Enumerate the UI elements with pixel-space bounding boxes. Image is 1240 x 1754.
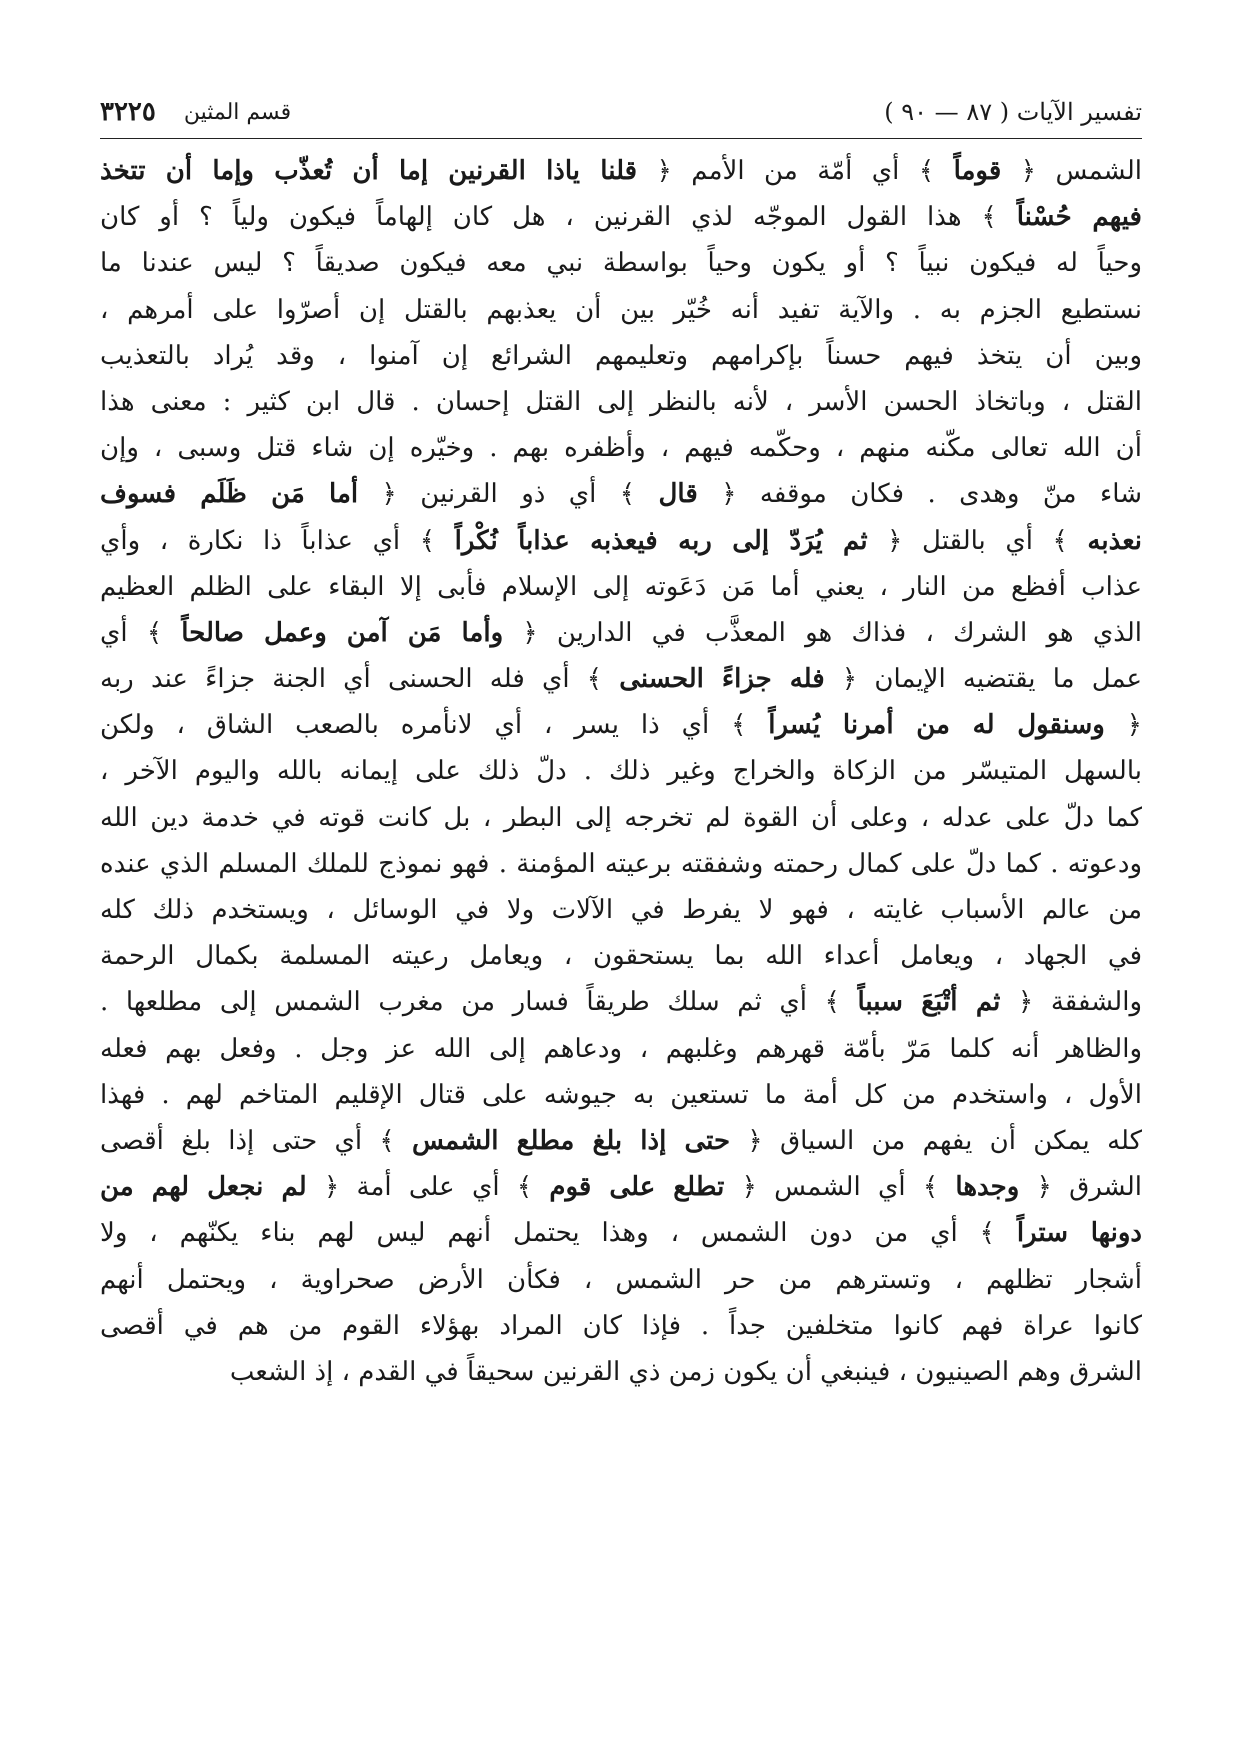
commentary-text: أشجار تظلهم ، وتسترهم من حر الشمس ، فكأن الأرض صحراوية ، ويحتمل أنهم — [100, 1264, 1142, 1295]
commentary-text: ﴾ هذا القول الموجّه لذي القرنين ، هل كان إلهاماً فيكون ولياً ؟ أو كان — [100, 202, 1017, 233]
quran-quote: أما مَن ظَلَم فسوف — [100, 479, 359, 510]
section-name: قسم المثين — [183, 99, 292, 125]
commentary-text: الشرق وهم الصينيون ، فينبغي أن يكون زمن ذي القرنين سحيقاً في القدم ، إذ الشعب — [229, 1356, 1142, 1387]
text-line — [100, 148, 1142, 194]
text-line — [100, 610, 1142, 656]
body-text — [100, 148, 1142, 1395]
quran-quote: دونها ستراً — [1016, 1218, 1142, 1249]
commentary-text: عذاب أفظع من النار ، يعني أما مَن دَعَوته إلى الإسلام فأبى إلا البقاء على الظلم العظيم — [100, 571, 1142, 602]
text-line — [100, 702, 1142, 748]
quran-quote: حتى إذا بلغ مطلع الشمس — [412, 1125, 731, 1156]
quran-quote: ثم أتْبَعَ سبباً — [857, 987, 1001, 1018]
text-line — [100, 425, 1142, 471]
commentary-text: ﴾ أي على أمة ﴿ — [306, 1172, 550, 1203]
commentary-text: الأول ، واستخدم من كل أمة ما تستعين به جيوشه على قتال الإقليم المتاخم لهم . فهذا — [100, 1079, 1142, 1110]
commentary-text: شاء منّ وهدى . فكان موقفه ﴿ — [697, 479, 1142, 510]
quran-quote: لم نجعل لهم من — [100, 1172, 307, 1203]
text-line — [100, 1303, 1142, 1349]
quran-quote: ثم يُرَدّ إلى ربه فيعذبه عذاباً نُكْراً — [454, 525, 868, 556]
commentary-text: الشمس ﴿ — [1001, 156, 1142, 186]
quran-quote: تطلع على قوم — [549, 1172, 725, 1203]
commentary-text: ﴾ أي حتى إذا بلغ أقصى — [100, 1125, 413, 1156]
text-line — [100, 1257, 1142, 1303]
quran-quote: وأما مَن آمن وعمل صالحاً — [181, 617, 504, 648]
running-head-title: تفسير الآيات ( ٨٧ — ٩٠ ) — [884, 98, 1142, 126]
text-line — [100, 240, 1142, 286]
text-line — [100, 1026, 1142, 1072]
commentary-text: نستطيع الجزم به . والآية تفيد أنه خُيّر بين أن يعذبهم بالقتل إن أصرّوا على أمرهم ، — [100, 294, 1142, 325]
commentary-text: كله يمكن أن يفهم من السياق ﴿ — [730, 1125, 1142, 1156]
commentary-text: ﴾ أي بالقتل ﴿ — [867, 525, 1088, 556]
commentary-text: ﴾ أي الشمس ﴿ — [724, 1172, 956, 1203]
text-line — [100, 748, 1142, 794]
commentary-text: ﴾ أي عذاباً ذا نكارة ، وأي — [100, 525, 455, 556]
text-line — [100, 518, 1142, 564]
text-line — [100, 379, 1142, 425]
text-line — [100, 656, 1142, 702]
text-line — [100, 1118, 1142, 1164]
page-number: ٣٢٢٥ — [100, 97, 156, 127]
commentary-text: ﴾ أي — [100, 617, 182, 648]
text-line — [100, 887, 1142, 933]
commentary-text: وحياً له فيكون نبياً ؟ أو يكون وحياً بواسطة نبي معه فيكون صديقاً ؟ ليس عندنا ما — [100, 248, 1142, 279]
commentary-text: أن الله تعالى مكّنه منهم ، وحكّمه فيهم ، وأظفره بهم . وخيّره إن شاء قتل وسبى ، وإن — [100, 433, 1142, 464]
text-line — [100, 194, 1142, 240]
text-line — [100, 1349, 1142, 1395]
text-line — [100, 841, 1142, 887]
commentary-text: ﴿ — [1104, 710, 1142, 741]
quran-quote: فله جزاءً الحسنى — [619, 664, 825, 695]
commentary-text: من عالم الأسباب غايته ، فهو لا يفرط في الآلات ولا في الوسائل ، ويستخدم ذلك كله — [100, 895, 1142, 925]
text-line — [100, 979, 1142, 1025]
text-line — [100, 795, 1142, 841]
quran-quote: نعذبه — [1087, 525, 1142, 556]
quran-quote: فيهم حُسْناً — [1016, 202, 1142, 233]
text-line — [100, 1072, 1142, 1118]
commentary-text: ﴾ أي ذو القرنين ﴿ — [358, 479, 659, 510]
commentary-text: الشرق ﴿ — [1019, 1172, 1142, 1203]
commentary-text: في الجهاد ، ويعامل أعداء الله بما يستحقون ، ويعامل رعيته المسلمة بكمال الرحمة — [100, 941, 1142, 972]
text-line — [100, 1164, 1142, 1210]
running-head-left — [100, 97, 291, 127]
commentary-text: ﴾ أي من دون الشمس ، وهذا يحتمل أنهم ليس لهم بناء يكنّهم ، ولا — [100, 1218, 1017, 1249]
text-line — [100, 471, 1142, 517]
commentary-text: الذي هو الشرك ، فذاك هو المعذَّب في الدارين ﴿ — [503, 617, 1142, 648]
commentary-text: القتل ، وباتخاذ الحسن الأسر ، لأنه بالنظر إلى القتل إحسان . قال ابن كثير : معنى هذا — [100, 386, 1142, 417]
text-line — [100, 287, 1142, 333]
commentary-text: بالسهل المتيسّر من الزكاة والخراج وغير ذلك . دلّ ذلك على إيمانه بالله واليوم الآخر ، — [100, 756, 1142, 787]
quran-quote: وجدها — [955, 1172, 1020, 1203]
text-line — [100, 564, 1142, 610]
commentary-text: ﴾ أي ذا يسر ، أي لانأمره بالصعب الشاق ، ولكن — [100, 710, 769, 741]
text-line — [100, 933, 1142, 979]
commentary-text: والشفقة ﴿ — [1000, 987, 1142, 1018]
quran-quote: وسنقول له من أمرنا يُسراً — [768, 710, 1105, 741]
quran-quote: قلنا ياذا القرنين إما أن تُعذّب وإما أن تتخذ — [100, 156, 638, 186]
commentary-text: والظاهر أنه كلما مَرّ بأمّة قهرهم وغلبهم ، ودعاهم إلى الله عز وجل . وفعل بهم فعله — [100, 1033, 1142, 1064]
quran-quote: قال — [658, 479, 698, 510]
text-line — [100, 333, 1142, 379]
commentary-text: ﴾ أي ثم سلك طريقاً فسار من مغرب الشمس إلى مطلعها . — [100, 987, 858, 1018]
running-head — [100, 92, 1142, 132]
quran-quote: قوماً — [953, 156, 1002, 186]
commentary-text: كما دلّ على عدله ، وعلى أن القوة لم تخرجه إلى البطر ، بل كانت قوته في خدمة دين الله — [100, 802, 1142, 833]
commentary-text: ودعوته . كما دلّ على كمال رحمته وشفقته برعيته المؤمنة . فهو نموذج للملك المسلم الذي عنده — [100, 848, 1142, 879]
commentary-text: وبين أن يتخذ فيهم حسناً بإكرامهم وتعليمهم الشرائع إن آمنوا ، وقد يُراد بالتعذيب — [100, 340, 1142, 371]
commentary-text: ﴾ أي فله الحسنى أي الجنة جزاءً عند ربه — [100, 664, 620, 695]
text-line — [100, 1210, 1142, 1256]
header-rule — [100, 138, 1142, 139]
commentary-text: كانوا عراة فهم كانوا متخلفين جداً . فإذا كان المراد بهؤلاء القوم من هم في أقصى — [100, 1310, 1142, 1341]
commentary-text: ﴾ أي أمّة من الأمم ﴿ — [637, 156, 954, 186]
commentary-text: عمل ما يقتضيه الإيمان ﴿ — [824, 664, 1142, 695]
